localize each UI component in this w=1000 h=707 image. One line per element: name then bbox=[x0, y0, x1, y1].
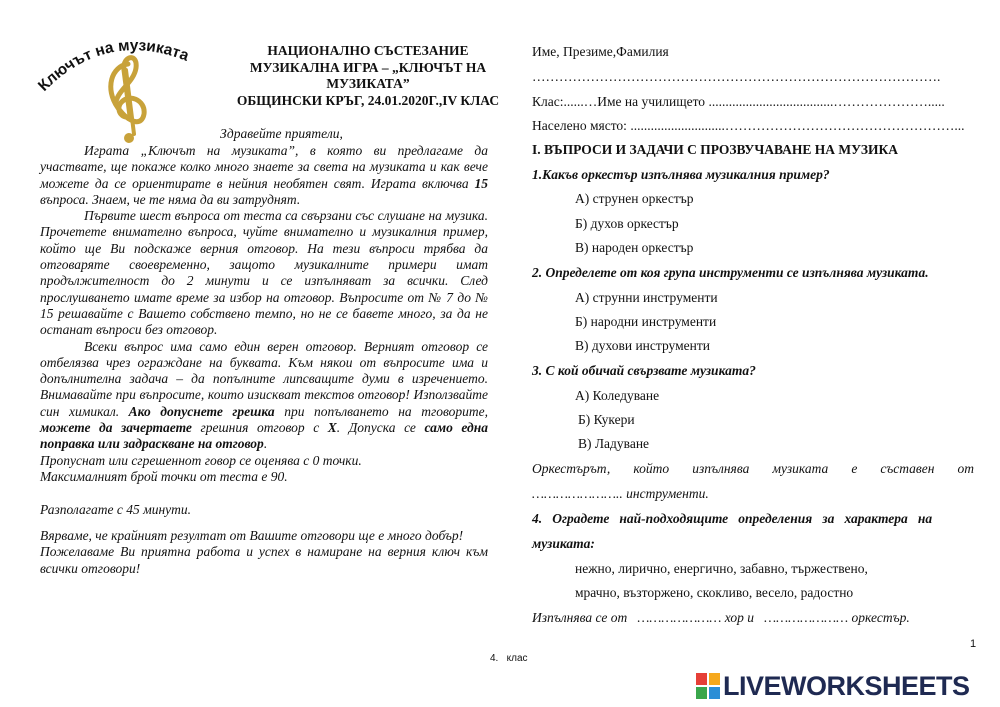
wish-2: Пожелаваме Ви приятна работа и успех в намиране на верния ключ към всички отговори! bbox=[40, 544, 488, 576]
question-2: 2. Определете от коя група инструменти се изпълнява музиката. bbox=[532, 265, 929, 280]
q4-extra-blank[interactable]: Изпълнява се от ………………… хор и ………………… оркестър. bbox=[532, 610, 910, 625]
q1-option-c[interactable]: В) народен оркестър bbox=[575, 240, 694, 255]
q3-option-c[interactable]: В) Ладуване bbox=[578, 436, 650, 451]
logo-arc-text: Ключът на музиката bbox=[34, 37, 192, 95]
wish-1: Вярваме, че крайният резултат от Вашите отговори ще е много добър! bbox=[40, 528, 464, 543]
question-count: 15 bbox=[474, 175, 488, 191]
greeting: Здравейте приятели, bbox=[220, 126, 343, 141]
liveworksheets-brand bbox=[696, 671, 970, 701]
time-note: Разполагате с 45 минути. bbox=[40, 502, 192, 517]
q4-words-1[interactable]: нежно, лирично, енергично, забавно, тържествено, bbox=[575, 561, 868, 576]
intro-paragraph-4: Пропуснат или сгрешеннот говор се оценява с 0 точки. bbox=[40, 452, 362, 468]
q1-option-b[interactable]: Б) духов оркестър bbox=[575, 216, 679, 231]
q2-option-b[interactable]: Б) народни инструменти bbox=[575, 314, 717, 329]
q3-extra-line-1: Оркестърът, който изпълнява музиката е съставен от bbox=[532, 461, 974, 476]
intro-paragraph-1: Играта „Ключът на музиката”, в която ви предлагаме да участвате, ще покаже колко много знаете за света на музиката и как вече можете да се ориентирате в нейния необятен свят. Играта включва 15 въпроса. Знаем, че те няма да ви затруднят. bbox=[40, 143, 488, 207]
q3-option-b[interactable]: Б) Кукери bbox=[578, 412, 635, 427]
treble-clef-icon bbox=[111, 58, 144, 143]
liveworksheets-logo-icon bbox=[696, 673, 720, 699]
question-4-cont: музиката: bbox=[532, 536, 595, 551]
question-3: 3. С кой обичай свързвате музиката? bbox=[532, 363, 756, 378]
brand-text: LIVEWORKSHEETS bbox=[723, 670, 970, 701]
q2-option-c[interactable]: В) духови инструменти bbox=[575, 338, 710, 353]
contest-header bbox=[218, 43, 518, 109]
name-label: Име, Презиме,Фамилия bbox=[532, 44, 669, 59]
question-1: 1.Какъв оркестър изпълнява музикалния пример? bbox=[532, 167, 830, 182]
footer-class: 4. клас bbox=[490, 653, 528, 664]
header-line-1: НАЦИОНАЛНО СЪСТЕЗАНИЕ bbox=[267, 43, 469, 58]
q3-option-a[interactable]: А) Коледуване bbox=[575, 388, 660, 403]
q4-words-2[interactable]: мрачно, възторжено, скокливо, весело, радостно bbox=[575, 585, 854, 600]
header-line-3: МУЗИКАТА” bbox=[326, 76, 410, 91]
section-title: I. ВЪПРОСИ И ЗАДАЧИ С ПРОЗВУЧАВАНЕ НА МУЗИКА bbox=[532, 142, 899, 157]
question-4: 4. Оградете най-подходящите определения за характера на bbox=[532, 511, 933, 526]
intro-text bbox=[40, 143, 488, 485]
intro-paragraph-3: Всеки въпрос има само един верен отговор. Верният отговор се отбелязва чрез ограждане на буквата. Към някои от въпросите има и допълнителна задача – да попълните липсващите думи в изречението. Внимавайте при въпросите, които изискват текстов отговор! Използвайте син химикал. Ако допуснете грешка при попълването на тговорите, можете да зачертаете грешния отговор с X. Допуска се само една поправка или задраскване на отговор. bbox=[40, 338, 489, 452]
q2-option-a[interactable]: А) струнни инструменти bbox=[575, 290, 718, 305]
contest-logo bbox=[34, 30, 234, 150]
q3-extra-blank[interactable]: ………………….. инструменти. bbox=[532, 486, 709, 501]
intro-paragraph-2: Първите шест въпроса от теста са свързани със слушане на музика. Прочетете внимателно въпроса, чуйте внимателно и музикалния пример, който ще Ви подскаже верния отговор. На тези въпроси трябва да отговаряте своевременно, защото музикалните примери имат продължителност до 2 минути и се изпълняват за всички. След прослушването имате време за избор на отговор. Въпросите от № 7 до № 15 решавайте с Вашето собствено темпо, но не се бавете много, за да не останат въпроси без отговор. bbox=[40, 208, 488, 338]
header-line-4: ОБЩИНСКИ КРЪГ, 24.01.2020Г.,IV КЛАС bbox=[236, 92, 500, 108]
page-number: 1 bbox=[970, 638, 977, 650]
wishes bbox=[40, 528, 488, 577]
name-field[interactable]: ………………………………………………………………………………. bbox=[532, 69, 941, 84]
place-field[interactable]: Населено място: ............................……………………………………………... bbox=[532, 118, 965, 133]
header-line-2: МУЗИКАЛНА ИГРА – „КЛЮЧЪТ НА bbox=[249, 59, 487, 75]
intro-paragraph-5: Максималният брой точки от теста е 90. bbox=[40, 468, 288, 484]
class-school-field[interactable]: Клас:......…Име на училището .....................................…………………..... bbox=[532, 94, 945, 109]
q1-option-a[interactable]: А) струнен оркестър bbox=[575, 191, 694, 206]
